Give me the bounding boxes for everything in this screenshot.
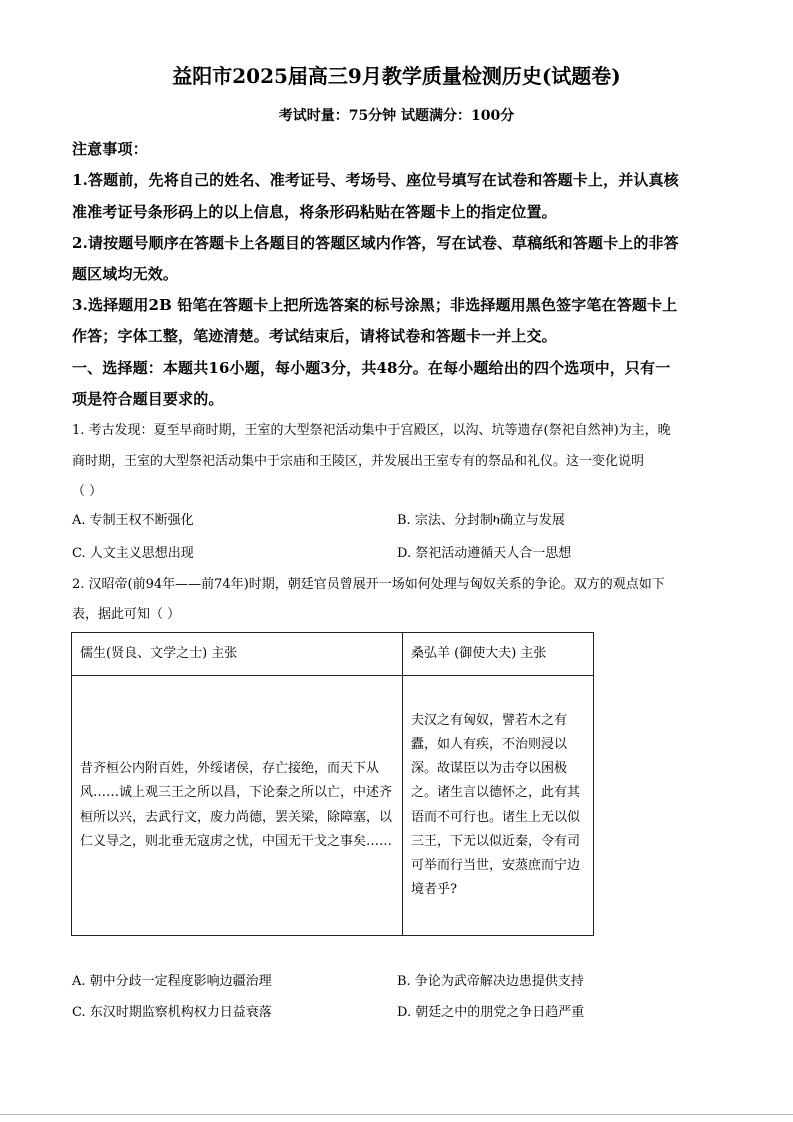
table-header-text: 儒生(贤良、文学之士) 主张 [80,646,238,661]
notice-line: 题区域均无效。 [72,265,179,283]
table-header-sang-hongyang [403,633,594,676]
q2-option-b: B. 争论为武帝解决边患提供支持 [397,974,584,989]
notice-line: 作答；字体工整，笔迹清楚。考试结束后，请将试卷和答题卡一并上交。 [72,327,557,345]
notice-heading: 注意事项： [72,140,148,158]
question-1-stem: 商时期，王室的大型祭祀活动集中于宗庙和王陵区，并发展出王室专有的祭品和礼仪。这一变化说明 [72,454,645,469]
notice-line: 1.答题前，先将自己的姓名、准考证号、考场号、座位号填写在试卷和答题卡上，并认真核 [72,171,679,189]
footer-divider [0,1114,793,1115]
notice-line: 2.请按题号顺序在答题卡上各题目的答题区域内作答，写在试卷、草稿纸和答题卡上的非答 [72,234,679,252]
notice-line: 准准考证号条形码上的以上信息，将条形码粘贴在答题卡上的指定位置。 [72,203,557,221]
debate-table [71,632,594,936]
q2-option-d: D. 朝廷之中的朋党之争日趋严重 [397,1005,585,1020]
section-heading: 一、选择题：本题共16小题，每小题3分，共48分。在每小题给出的四个选项中，只有一 [72,359,671,377]
confucian-argument-cell [72,676,403,936]
section-heading: 项是符合题目要求的。 [72,390,224,408]
table-header-text: 桑弘羊 (御使大夫) 主张 [411,646,547,661]
table-header-confucian [72,633,403,676]
q1-option-b: B. 宗法、分封制ካ确立与发展 [397,513,565,528]
q1-option-c: C. 人文主义思想出现 [72,546,194,561]
q2-option-a: A. 朝中分歧一定程度影响边疆治理 [72,974,272,989]
q1-option-a: A. 专制王权不断强化 [72,513,194,528]
q1-option-d: D. 祭祀活动遵循天人合一思想 [397,546,572,561]
page-title: 益阳市2025届高三9月教学质量检测历史(试题卷) [172,64,621,88]
sang-hongyang-argument-cell [403,676,594,936]
confucian-argument: 昔齐桓公内附百姓，外绥诸侯，存亡接绝，而天下从风……诚上观三王之所以昌，下论秦之所以亡，中述齐桓所以兴，去武行文，废力尚德，罢关梁，除障塞，以仁义导之，则北垂无寇虏之忧，中国无干戈之事矣…… [80,760,393,849]
answer-blank: （ ） [72,484,103,499]
q2-option-c: C. 东汉时期监察机构权力日益衰落 [72,1005,272,1020]
notice-line: 3.选择题用2B 铅笔在答题卡上把所选答案的标号涂黑；非选择题用黑色签字笔在答题卡上 [72,296,678,314]
question-2-stem: 表，据此可知（ ） [72,607,181,622]
exam-time-info: 考试时量：75分钟 试题满分：100分 [278,108,515,124]
sang-hongyang-argument: 夫汉之有匈奴，譬若木之有蠹，如人有疾，不治则浸以深。故谋臣以为击夺以困极之。诸生言以德怀之，此有其语而不可行也。诸生上无以似三王，下无以似近秦，令有司可举而行当世，安蒸庶而宁边境者乎? [411,712,581,898]
question-1-stem: 1. 考古发现：夏至早商时期，王室的大型祭祀活动集中于宫殿区，以沟、坑等遗存(祭祀自然神)为主，晚 [72,423,671,438]
question-2-stem: 2. 汉昭帝(前94年——前74年)时期，朝廷官员曾展开一场如何处理与匈奴关系的争论。双方的观点如下 [72,577,665,592]
